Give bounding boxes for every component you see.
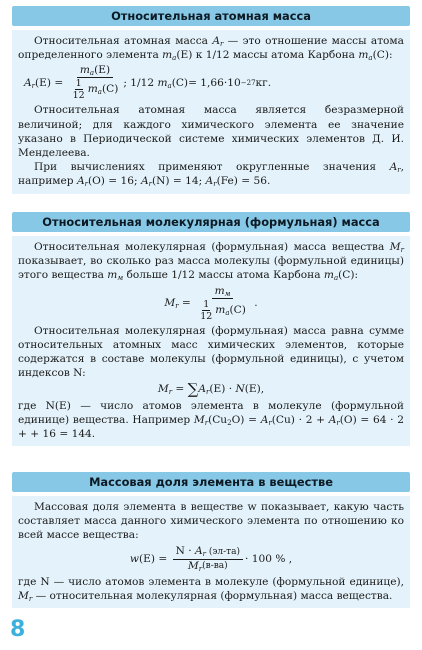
section-molecular-mass (12, 212, 410, 446)
section-title: Относительная молекулярная (формульная) масса (12, 212, 410, 232)
section-atomic-mass (12, 6, 410, 194)
rounding-paragraph: При вычислениях применяют округленные значения $A_r$, например $A_r(O) = 16$; $A_r(N) = 14$; $A_r(Fe) = 56$. (18, 161, 404, 189)
atomic-mass-formula: $A_r$ (E) = $m_a(E)$ $\frac{1}{12}$ $m_a$ (C) ; 1/12 $m_a$ (C) = 1,66·10 −27 кг. (24, 64, 272, 102)
page-number: 8 (10, 617, 26, 642)
section-mass-fraction (12, 472, 410, 608)
sum-formula: $M_r$ = ∑ $A_r$ (E) · N (E), (157, 380, 265, 399)
section-title: Массовая доля элемента в веществе (12, 472, 410, 492)
sum-paragraph: Относительная молекулярная (формульная) масса равна сумме относительных атомных масс химических элементов, которые содержатся в составе молекулы (формульной единицы), с учетом индексов N: (18, 324, 404, 380)
definition-paragraph: Относительная атомная масса $A_r$ — это отношение массы атома определенного элемента $m_a(E)$ к 1/12 массы атома Карбона $m_a(C)$: (18, 35, 404, 63)
example-paragraph: где N(E) — число атомов элемента в молекуле (формульной единице) вещества. Например $M_r(Cu_2O) = A_r(Cu) \cdot 2 + A_r(O) = 64 \cdot 2$ + + 16 = 144. (18, 399, 404, 441)
section-body (12, 496, 410, 608)
mass-fraction-formula: w (E) = $N \cdot A_r$ (эл-та) $M_r$ (в-ва) · 100 % , (129, 544, 293, 573)
section-body (12, 236, 410, 446)
section-body (12, 30, 410, 194)
section-title: Относительная атомная масса (12, 6, 410, 26)
explanation-paragraph: где N — число атомов элемента в молекуле (формульной единице), $M_r$ — относительная молекулярная (формульная) масса вещества. (18, 575, 404, 603)
definition-paragraph: Относительная молекулярная (формульная) масса вещества $M_r$ показывает, во сколько раз масса молекулы (формульной единицы) этого вещества $m_м$ больше 1/12 массы атома Карбона $m_a(C)$: (18, 241, 404, 283)
molecular-mass-formula: $M_r$ = $m_м$ $\frac{1}{12}$ $m_a$ (C) . (164, 284, 258, 322)
dimensionless-paragraph: Относительная атомная масса является безразмерной величиной; для каждого химического элемента ее значение указано в Периодической системе химических элементов Д. И. Менделеева. (18, 104, 404, 160)
definition-paragraph: Массовая доля элемента в веществе w показывает, какую часть составляет масса данного химического элемента по отношению ко всей массе вещества: (18, 501, 404, 542)
